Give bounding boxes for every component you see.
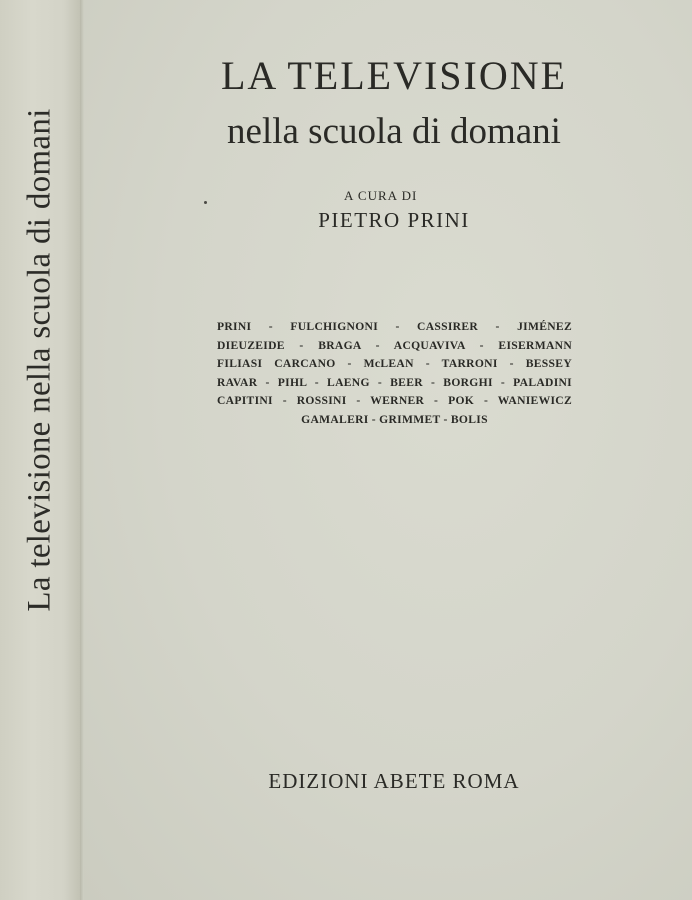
author-line: GAMALERI - GRIMMET - BOLIS — [301, 412, 488, 426]
spine-title: La televisione nella scuola di domani — [21, 108, 58, 612]
author-line: FILIASI CARCANO - McLEAN - TARRONI - BESSEY — [217, 357, 572, 371]
ink-speck — [204, 201, 207, 204]
curator-label: A CURA DI — [344, 188, 418, 203]
cover-title: LA TELEVISIONE — [220, 53, 568, 98]
author-line: PRINI - FULCHIGNONI - CASSIRER - JIMÉNEZ — [217, 320, 572, 333]
book-spine — [0, 0, 80, 900]
author-line: DIEUZEIDE - BRAGA - ACQUAVIVA - EISERMANN — [217, 338, 572, 352]
author-list — [217, 318, 572, 430]
author-line: CAPITINI - ROSSINI - WERNER - POK - WANIEWICZ — [217, 394, 572, 408]
front-cover — [84, 0, 692, 900]
curator-name: PIETRO PRINI — [318, 208, 470, 232]
author-line: RAVAR - PIHL - LAENG - BEER - BORGHI - PALADINI — [217, 375, 572, 389]
cover-subtitle: nella scuola di domani — [227, 111, 561, 152]
publisher-name: EDIZIONI ABETE ROMA — [268, 769, 520, 793]
